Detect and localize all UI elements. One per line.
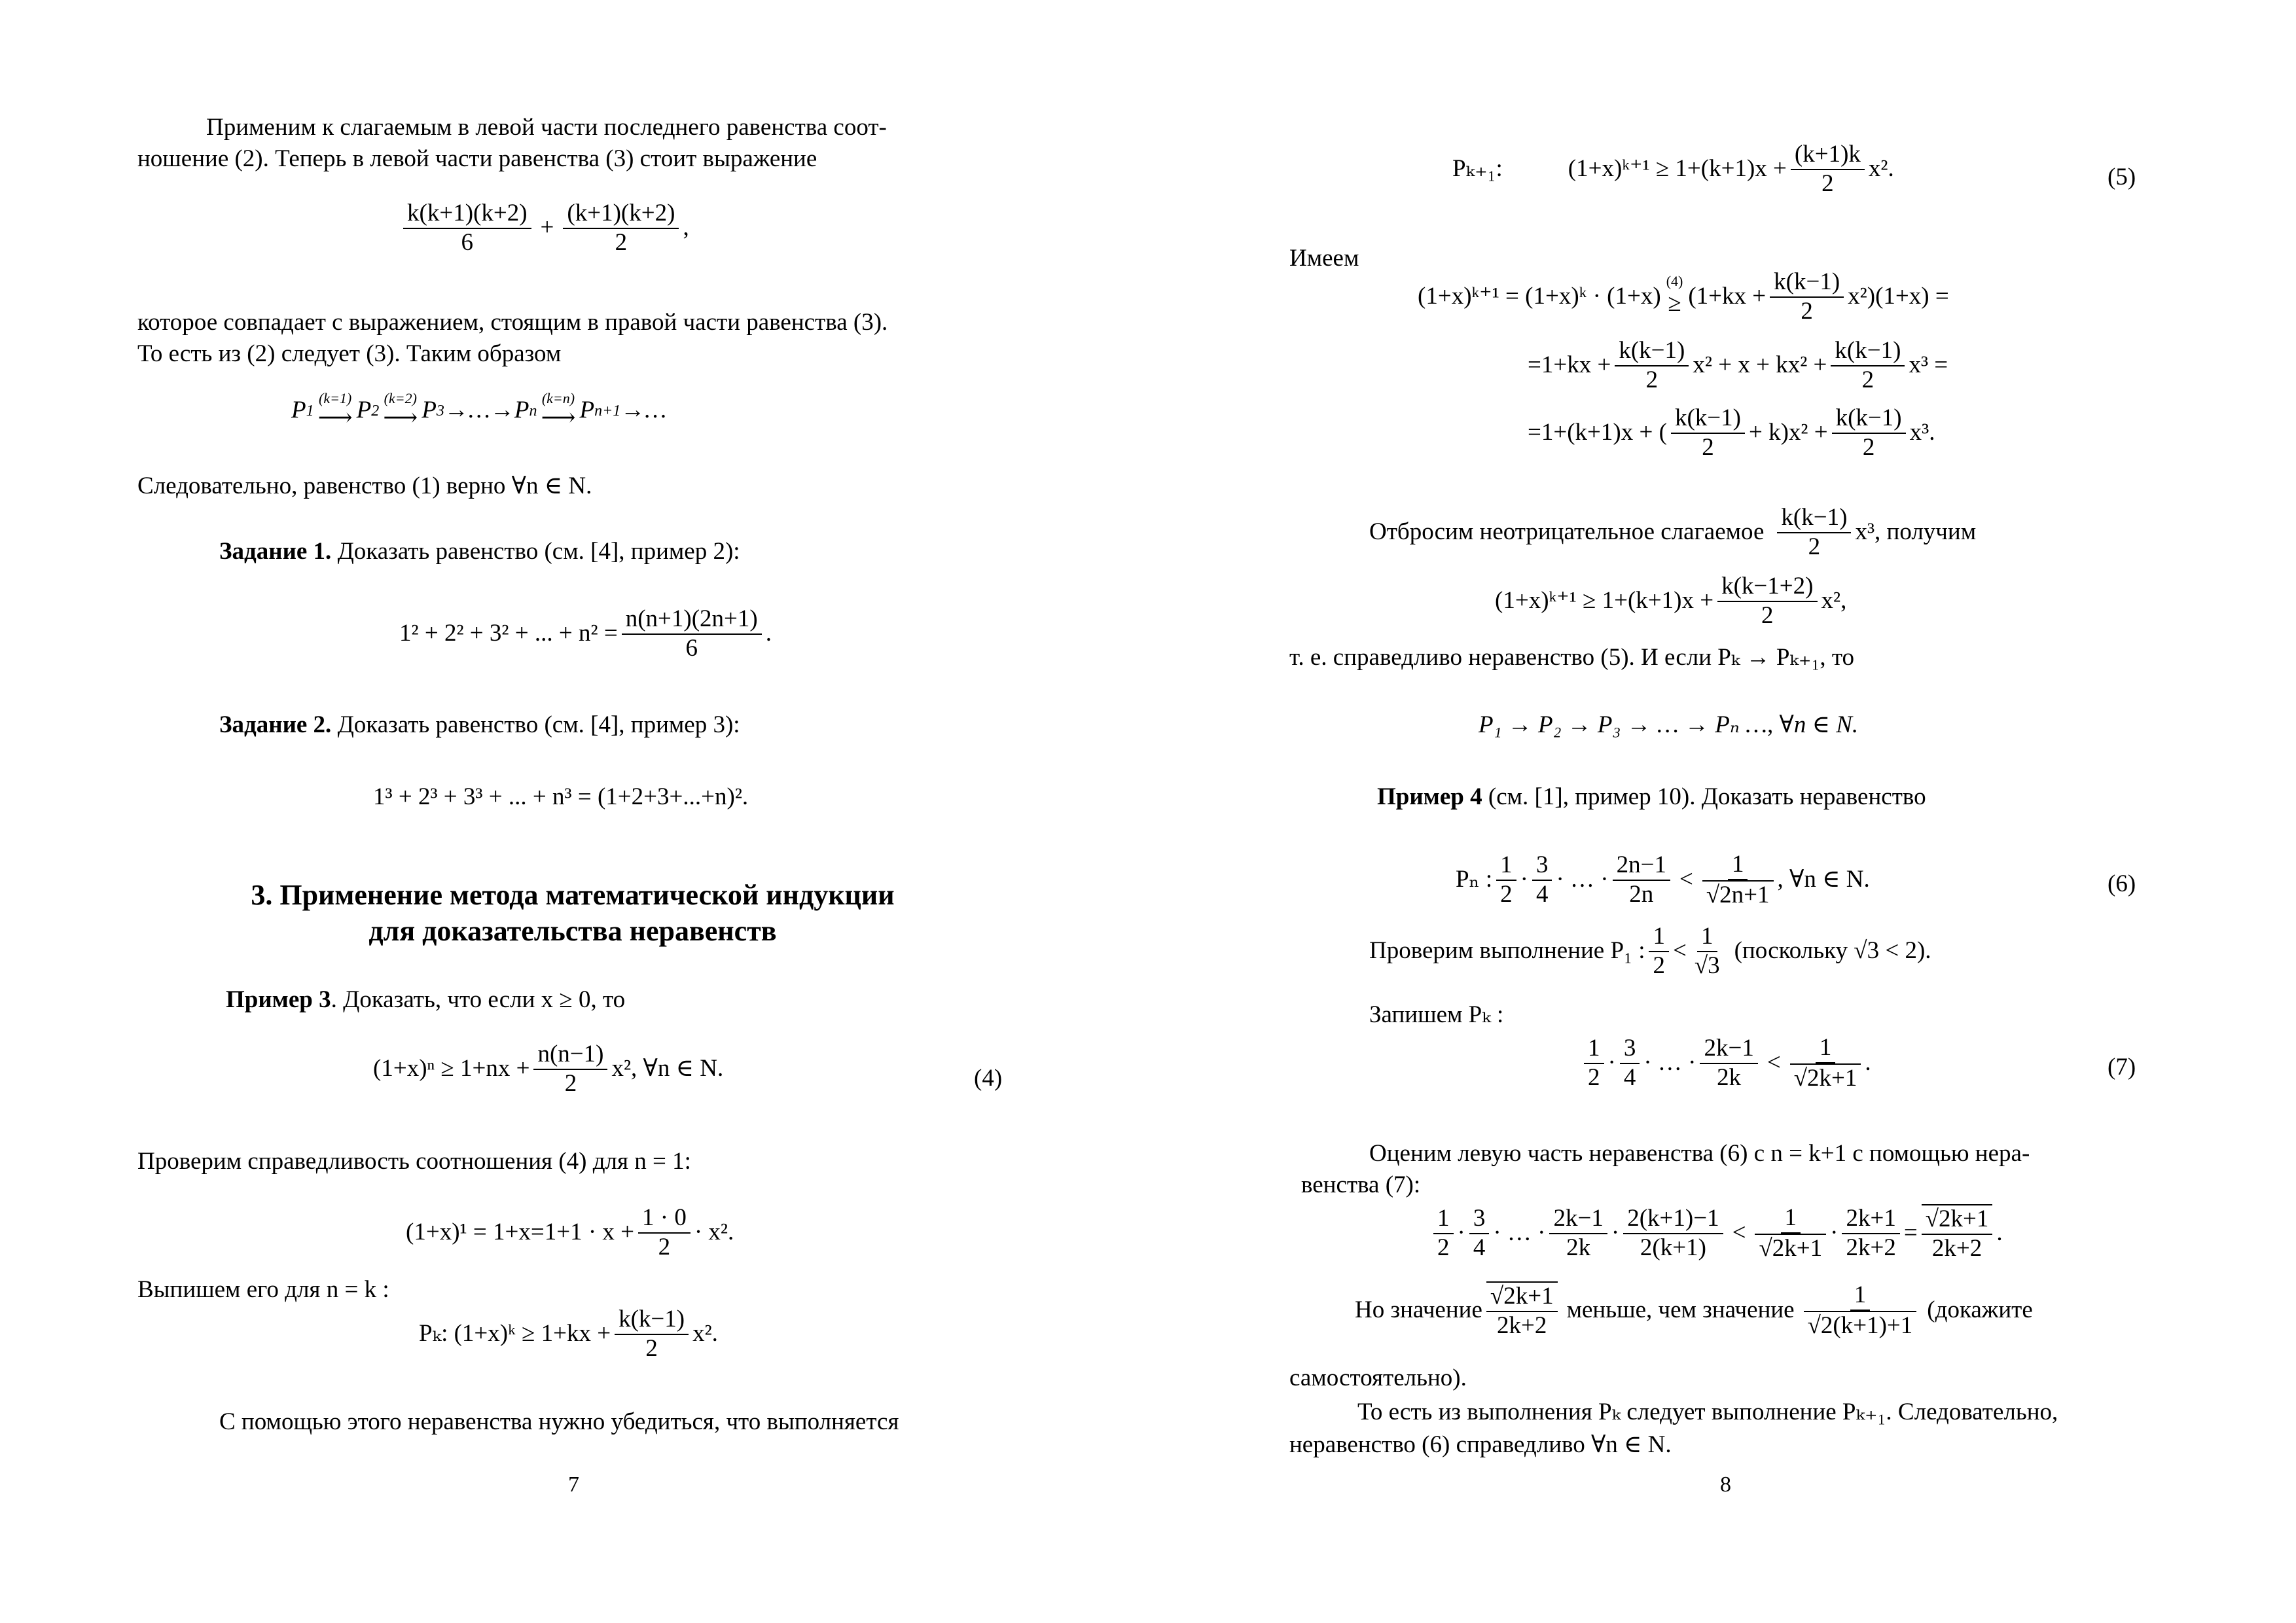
task2: Задание 2. Доказать равенство (см. [4], пример 3): [219, 711, 740, 738]
task1-formula: 1² + 2² + 3² + ... + n² = $\frac{n(n+1)(2n+1)}{6}$ . [399, 605, 772, 662]
example4: Пример 4 (см. [1], пример 10). Доказать неравенство [1377, 783, 1926, 810]
expr1: $\frac{k(k+1)(k+2)}{6}$ + $\frac{(k+1)(k+2)}{2}$ , [399, 200, 689, 257]
para2-line2: То есть из (2) следует (3). Таким образом [137, 340, 562, 367]
estimate-line1: Оценим левую часть неравенства (6) с n = k+1 с помощью нера- [1369, 1140, 2030, 1167]
example3: Пример 3. Доказать, что если x ≥ 0, то [226, 986, 626, 1013]
check-formula: (1+x)¹ = 1+x=1+1 · x + $\frac{1 \cdot 0}{2}$ · x². [406, 1204, 734, 1260]
expr1-frac2: $\frac{(k+1)(k+2)}{2}$ [563, 200, 679, 257]
derivation-line2: =1+kx + $\frac{k(k-1)}{2}$ x² + x + kx² + $\frac{k(k-1)}{2}$ x³ = [1528, 337, 1948, 393]
page-number-left: 7 [568, 1472, 579, 1497]
para2-line1: которое совпадает с выражением, стоящим в правой части равенства (3). [137, 309, 888, 336]
eqno-5: (5) [2108, 164, 2136, 190]
example3-formula: (1+x)ⁿ ≥ 1+nx + $\frac{n(n-1)}{2}$ x², ∀n ∈ N. [373, 1041, 724, 1097]
eqno-4: (4) [974, 1065, 1003, 1092]
formula-7: $\frac{1}{2}$ · $\frac{3}{4}$ · … · $\frac{2k-1}{2k}$ < $\frac{1}{√2k+1}$ . [1580, 1034, 1871, 1092]
estimate-line2: венства (7): [1301, 1171, 1421, 1198]
te-line: т. е. справедливо неравенство (5). И если Pₖ → Pₖ₊₁, то [1289, 644, 1855, 671]
check-line: Проверим справедливость соотношения (4) для n = 1: [137, 1148, 691, 1175]
page-right [1148, 0, 2296, 1623]
pk1-formula: Pₖ₊₁: (1+x)ᵏ⁺¹ ≥ 1+(k+1)x + $\frac{(k+1)k}{2}$ x². [1452, 141, 1894, 197]
last-line: С помощью этого неравенства нужно убедиться, что выполняется [219, 1408, 899, 1435]
para1-line2: ношение (2). Теперь в левой части равенства (3) стоит выражение [137, 145, 817, 172]
drop-term-line: Отбросим неотрицательное слагаемое $\frac{k(k-1)}{2}$ x³, получим [1369, 504, 1977, 560]
final-line1: То есть из выполнения Pₖ следует выполнение Pₖ₊₁. Следовательно, [1357, 1399, 2058, 1425]
task1: Задание 1. Доказать равенство (см. [4], пример 2): [219, 538, 740, 565]
chain2: P₁ → P₂ → P₃ → … → Pₙ …, ∀n ∈ N. [1479, 711, 1859, 738]
self-line: самостоятельно). [1289, 1364, 1467, 1391]
derivation-line1: (1+x)ᵏ⁺¹ = (1+x)ᵏ · (1+x) (4) ≥ (1+kx + $\frac{k(k-1)}{2}$ x²)(1+x) = [1418, 268, 1949, 325]
verify-line: Проверим выполнение P₁ : $\frac{1}{2}$ < $\frac{1}{√3}$ (поскольку √3 < 2). [1369, 923, 1931, 979]
write-line: Выпишем его для n = k : [137, 1276, 389, 1303]
have-label: Имеем [1289, 245, 1359, 272]
write-pk: Запишем Pₖ : [1369, 1001, 1504, 1028]
final-line2: неравенство (6) справедливо ∀n ∈ N. [1289, 1431, 1672, 1458]
eqno-6: (6) [2108, 870, 2136, 897]
section-heading-line1: 3. Применение метода математической индукции [251, 879, 895, 911]
eqno-7: (7) [2108, 1054, 2136, 1080]
but-line: Но значение $\frac{√2k+1}{2k+2}$ меньше, чем значение $\frac{1}{√2(k+1)+1}$ (докажите [1355, 1281, 2033, 1339]
reduced-inequality: (1+x)ᵏ⁺¹ ≥ 1+(k+1)x + $\frac{k(k-1+2)}{2}$ x², [1495, 573, 1847, 629]
pk-formula: Pₖ: (1+x)ᵏ ≥ 1+kx + $\frac{k(k-1)}{2}$ x². [419, 1306, 718, 1362]
section-heading-line2: для доказательства неравенств [368, 915, 777, 947]
conclusion: Следовательно, равенство (1) верно ∀n ∈ N. [137, 473, 592, 499]
page-number-right: 8 [1720, 1472, 1731, 1497]
induction-chain: P 1 (k=1) ⟶ P 2 (k=2) ⟶ P 3 →…→ P n (k=n) ⟶ P n+1 →… [291, 390, 667, 431]
para1-line1: Применим к слагаемым в левой части последнего равенства соот- [206, 114, 887, 141]
task2-formula: 1³ + 2³ + 3³ + ... + n³ = (1+2+3+...+n)². [373, 783, 749, 810]
formula-6: Pₙ : $\frac{1}{2}$ · $\frac{3}{4}$ · … · $\frac{2n-1}{2n}$ < $\frac{1}{√2n+1}$ , ∀n ∈ N. [1456, 851, 1870, 908]
derivation-line3: =1+(k+1)x + ( $\frac{k(k-1)}{2}$ + k)x² + $\frac{k(k-1)}{2}$ x³. [1528, 404, 1935, 461]
expr1-frac1: $\frac{k(k+1)(k+2)}{6}$ [403, 200, 531, 257]
big-inequality: $\frac{1}{2}$ · $\frac{3}{4}$ · … · $\frac{2k-1}{2k}$ · $\frac{2(k+1)-1}{2(k+1)}$ < $\frac{1}{√2k+1}$ · $\frac{2k+1}{2k+2}$ = $\frac{√2k+1}{2k+2}$ . [1429, 1204, 2003, 1262]
